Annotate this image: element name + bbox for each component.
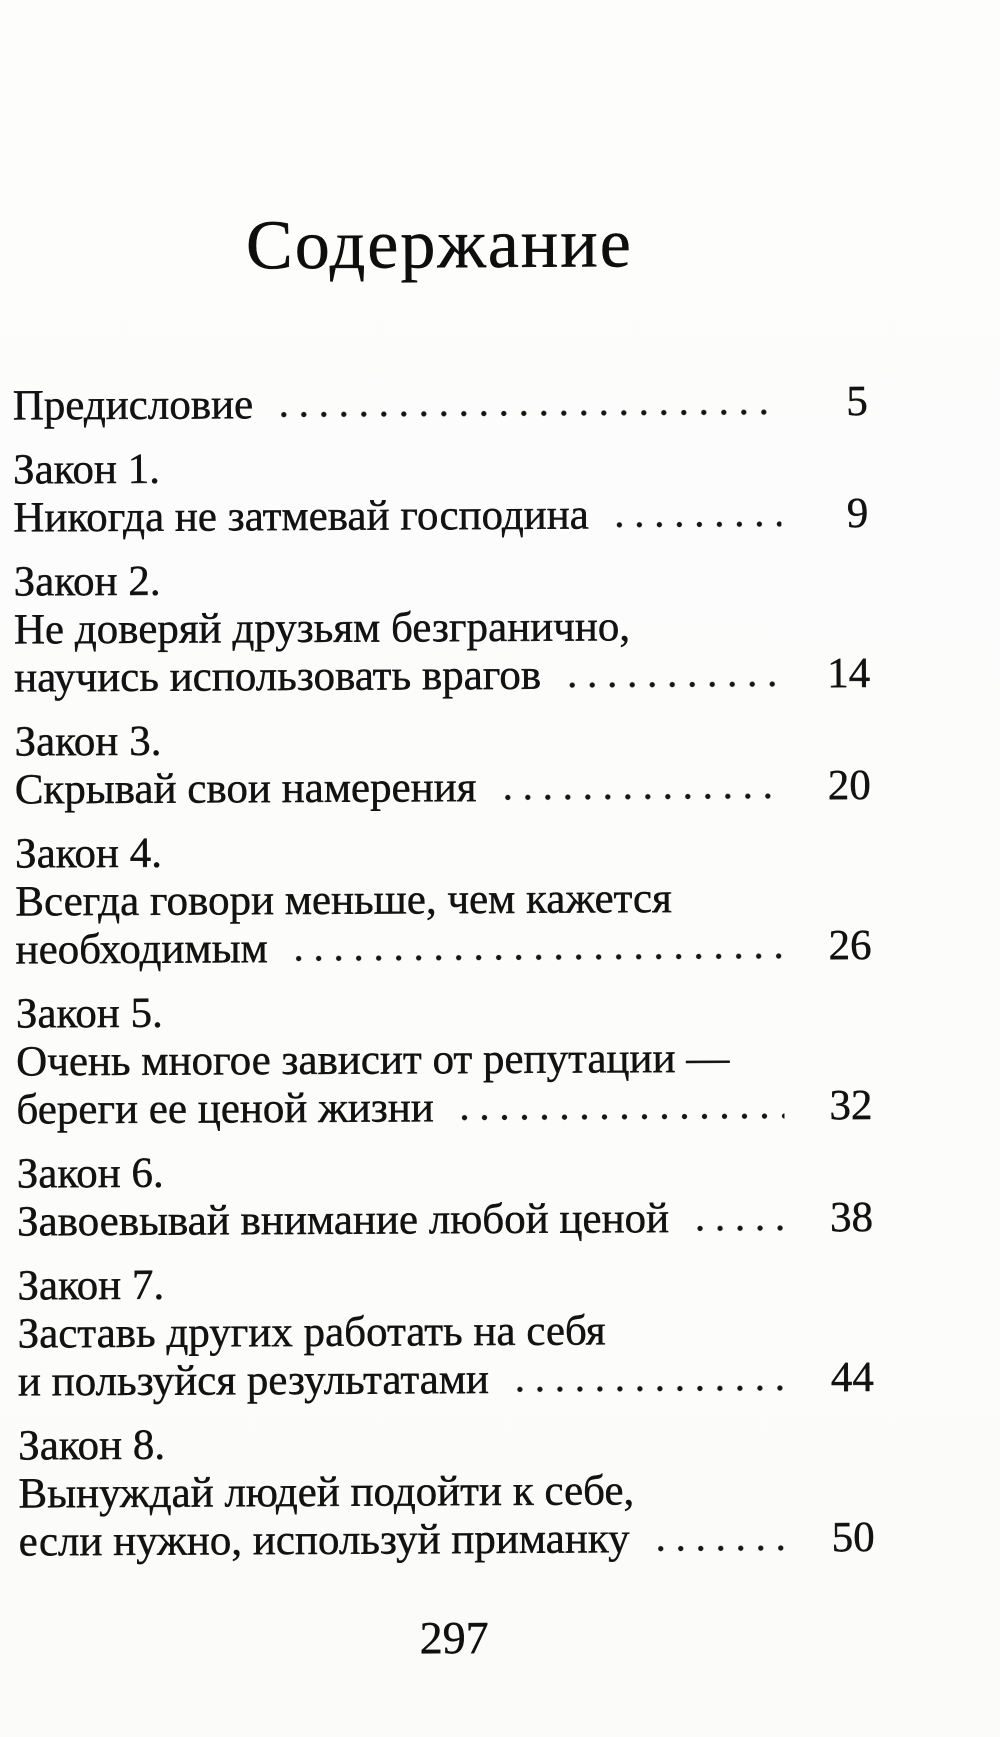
toc-entry-line	[14, 554, 869, 606]
toc-entry-line	[19, 1514, 874, 1566]
toc-entry-text: и пользуйся результатами	[17, 1356, 490, 1406]
toc-entry-text: Заставь других работать на себя	[17, 1307, 606, 1358]
toc-page-number: 26	[828, 922, 872, 970]
toc-entry-line	[13, 378, 868, 430]
toc-page-number: 20	[827, 762, 871, 810]
toc-entry-line	[18, 1466, 873, 1518]
toc-entry-label: Закон 1.	[12, 445, 161, 494]
dot-leader	[697, 1225, 785, 1232]
toc-entry-line	[16, 1034, 871, 1086]
toc-entry-text: если нужно, используй приманку	[18, 1515, 630, 1566]
toc-entry-line	[15, 922, 870, 974]
toc-entry-label: Закон 5.	[15, 989, 163, 1038]
toc-entry-label: Закон 4.	[14, 829, 163, 878]
toc-entry-line	[17, 1306, 872, 1358]
dot-leader	[296, 953, 784, 963]
toc-page-number: 14	[827, 650, 871, 698]
toc-entry-line	[16, 986, 871, 1038]
toc-entry	[14, 554, 870, 702]
toc-page-number: 38	[829, 1194, 874, 1242]
toc-entry-line	[17, 1146, 872, 1198]
toc-entry-text: Не доверяй друзьям безгранично,	[13, 603, 631, 654]
toc-entry	[18, 1418, 874, 1566]
toc-entry-line	[15, 874, 870, 926]
toc-entry-line	[17, 1258, 872, 1310]
dot-leader	[658, 1545, 787, 1553]
toc-entry-line	[16, 1082, 871, 1134]
page-number-footer: 297	[419, 1612, 489, 1664]
toc-entry-line	[14, 650, 869, 702]
toc-entry-text: Предисловие	[12, 381, 254, 430]
toc-entry-line	[13, 442, 868, 494]
toc-entry-text: береги ее ценой жизни	[16, 1084, 434, 1134]
toc-list	[13, 378, 874, 1566]
toc-page-number: 50	[831, 1514, 875, 1562]
dot-leader	[504, 793, 782, 801]
dot-leader	[281, 409, 781, 419]
page-title: Содержание	[245, 205, 634, 285]
toc-entry-text: научись использовать врагов	[14, 651, 542, 702]
dot-leader	[617, 521, 782, 529]
toc-entry-text: Очень многое зависит от репутации —	[16, 1034, 730, 1086]
toc-entry	[14, 714, 869, 814]
toc-entry	[13, 442, 868, 542]
dot-leader	[517, 1385, 786, 1393]
toc-entry-line	[15, 826, 870, 878]
dot-leader	[462, 1113, 785, 1122]
toc-entry-label: Закон 3.	[14, 717, 162, 766]
toc-entry-text: Никогда не затмевай господина	[13, 491, 589, 542]
toc-entry-label: Закон 7.	[17, 1261, 165, 1310]
toc-entry-line	[17, 1194, 872, 1246]
toc-entry	[13, 378, 868, 430]
toc-entry-line	[15, 762, 870, 814]
toc-page-number: 9	[846, 490, 869, 538]
toc-entry-text: Вынуждай людей подойти к себе,	[18, 1467, 635, 1518]
toc-entry-label: Закон 2.	[13, 557, 161, 606]
toc-entry-text: Завоевывай внимание любой ценой	[16, 1195, 670, 1246]
toc-entry-text: Всегда говори меньше, чем кажется	[15, 875, 672, 926]
toc-entry-text: необходимым	[15, 925, 268, 974]
dot-leader	[569, 681, 782, 689]
toc-entry-line	[14, 602, 869, 654]
toc-entry-line	[18, 1354, 873, 1406]
toc-page-number: 5	[846, 378, 868, 426]
toc-entry-line	[13, 490, 868, 542]
toc-entry	[16, 986, 872, 1134]
toc-page-number: 32	[829, 1082, 873, 1130]
toc-entry	[17, 1146, 872, 1246]
toc-entry-line	[18, 1418, 873, 1470]
toc-entry-label: Закон 6.	[16, 1149, 164, 1198]
toc-entry	[15, 826, 871, 974]
toc-entry	[17, 1258, 873, 1406]
toc-page-number: 44	[830, 1354, 874, 1402]
toc-entry-label: Закон 8.	[18, 1421, 166, 1470]
toc-entry-line	[14, 714, 869, 766]
footer	[4, 1610, 904, 1667]
toc-entry-text: Скрывай свои намерения	[14, 764, 477, 814]
